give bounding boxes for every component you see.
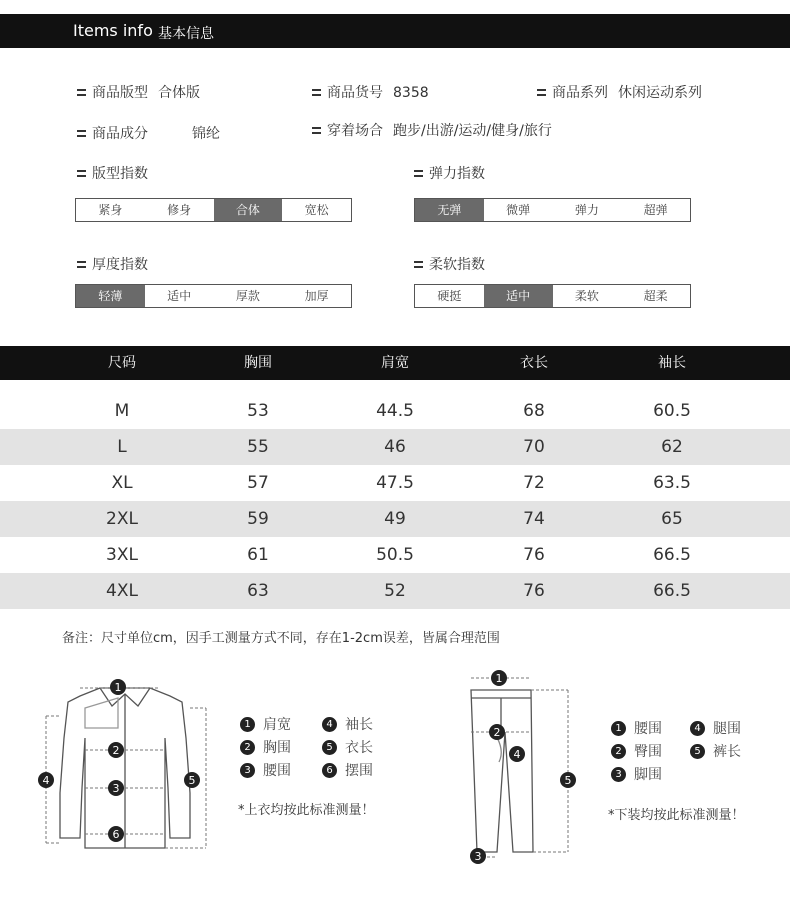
list-mark-icon [414,170,423,177]
header-length: 衣长 [520,355,548,371]
shirt-legend-6: 6 摆围 [322,760,373,780]
info-sku: 商品货号 8358 [312,82,429,102]
svg-text:2: 2 [493,726,501,739]
softness-option: 硬挺 [437,289,462,303]
svg-text:2: 2 [112,744,120,757]
table-cell: 50.5 [376,545,414,565]
info-series: 商品系列 休闲运动系列 [537,82,702,102]
fit-option: 紧身 [98,203,123,217]
table-cell: 70 [523,437,545,457]
table-cell: 61 [247,545,269,565]
pants-legend-1: 1 腰围 [611,718,662,738]
pants-tip: *下装均按此标准测量！ [608,808,745,823]
pants-marker-1 [491,670,507,686]
table-cell: 44.5 [376,401,414,421]
pants-diagram [455,662,585,867]
elastic-option: 微弹 [506,203,531,217]
list-mark-icon [312,127,321,134]
table-cell: L [117,437,127,457]
softness-option: 适中 [484,285,553,307]
table-cell: 2XL [106,509,138,529]
list-mark-icon [537,89,546,96]
elastic-option: 超弹 [643,203,668,217]
shirt-tip: *上衣均按此标准测量！ [238,803,375,818]
table-row [0,573,790,609]
table-cell: 55 [247,437,269,457]
shirt-marker-6 [108,826,124,842]
pants-marker-5 [560,772,576,788]
elastic-option: 弹力 [574,203,599,217]
table-cell: 60.5 [653,401,691,421]
fit-index-scale [75,198,352,222]
header-title-zh: 基本信息 [158,26,214,42]
shirt-legend-3: 3 腰围 [240,760,291,780]
table-row [0,393,790,429]
table-cell: 4XL [106,581,138,601]
table-cell: 57 [247,473,269,493]
table-cell: XL [111,473,133,493]
table-cell: 66.5 [653,545,691,565]
header-shoulder: 肩宽 [381,355,409,371]
table-cell: 68 [523,401,545,421]
table-cell: 76 [523,545,545,565]
softness-option: 超柔 [643,289,668,303]
table-cell: 63.5 [653,473,691,493]
fit-option: 合体 [214,199,283,221]
shirt-legend-5: 5 衣长 [322,737,373,757]
pants-legend-3: 3 脚围 [611,764,662,784]
shirt-legend-4: 4 袖长 [322,714,373,734]
svg-text:1: 1 [495,672,503,685]
table-cell: 63 [247,581,269,601]
table-cell: M [114,401,130,421]
info-material: 商品成分 锦纶 [77,123,220,143]
size-table-header [0,346,790,380]
softness-index-scale [414,284,691,308]
table-cell: 66.5 [653,581,691,601]
pants-legend-5: 5 裤长 [690,741,741,761]
fit-option: 宽松 [304,203,329,217]
fit-index-label: 版型指数 [77,163,148,183]
svg-text:5: 5 [564,774,572,787]
table-cell: 76 [523,581,545,601]
table-cell: 52 [384,581,406,601]
table-row [0,501,790,537]
shirt-marker-1 [110,679,126,695]
shirt-legend-2: 2 胸围 [240,737,291,757]
thickness-option: 加厚 [304,289,329,303]
table-cell: 47.5 [376,473,414,493]
pants-outline [471,690,533,852]
info-occasion: 穿着场合 跑步/出游/运动/健身/旅行 [312,120,552,140]
list-mark-icon [77,261,86,268]
list-mark-icon [77,89,86,96]
pants-marker-3 [470,848,486,864]
table-row [0,429,790,465]
pants-legend-2: 2 臀围 [611,741,662,761]
header-chest: 胸围 [244,355,272,371]
table-cell: 74 [523,509,545,529]
shirt-marker-2 [108,742,124,758]
table-row [0,465,790,501]
header-title-en: Items info [73,21,153,40]
header-sleeve: 袖长 [658,355,686,371]
list-mark-icon [77,170,86,177]
shirt-marker-3 [108,780,124,796]
svg-text:5: 5 [188,774,196,787]
svg-text:3: 3 [112,782,120,795]
svg-text:4: 4 [42,774,50,787]
measurement-note: 备注：尺寸单位cm，因手工测量方式不同，存在1-2cm误差，皆属合理范围 [62,631,500,646]
pants-legend-4: 4 腿围 [690,718,741,738]
table-cell: 59 [247,509,269,529]
table-cell: 65 [661,509,683,529]
svg-text:4: 4 [513,748,521,761]
table-cell: 53 [247,401,269,421]
table-cell: 46 [384,437,406,457]
svg-text:6: 6 [112,828,120,841]
softness-index-label: 柔软指数 [414,254,485,274]
thickness-index-scale [75,284,352,308]
table-cell: 72 [523,473,545,493]
shirt-marker-5 [184,772,200,788]
info-header-bar [0,14,790,48]
table-cell: 3XL [106,545,138,565]
shirt-legend-1: 1 肩宽 [240,714,291,734]
elastic-index-scale [414,198,691,222]
thickness-index-label: 厚度指数 [77,254,148,274]
list-mark-icon [312,89,321,96]
table-cell: 49 [384,509,406,529]
list-mark-icon [77,130,86,137]
softness-option: 柔软 [574,289,599,303]
elastic-option: 无弹 [415,199,484,221]
table-row [0,537,790,573]
pants-marker-4 [509,746,525,762]
shirt-marker-4 [38,772,54,788]
thickness-option: 适中 [167,289,192,303]
svg-text:3: 3 [474,850,482,863]
shirt-diagram [30,668,220,858]
table-cell: 62 [661,437,683,457]
thickness-option: 轻薄 [76,285,145,307]
header-size: 尺码 [108,355,136,371]
svg-text:1: 1 [114,681,122,694]
list-mark-icon [414,261,423,268]
elastic-index-label: 弹力指数 [414,163,485,183]
fit-option: 修身 [167,203,192,217]
thickness-option: 厚款 [235,289,260,303]
info-version: 商品版型 合体版 [77,82,200,102]
pants-marker-2 [489,724,505,740]
